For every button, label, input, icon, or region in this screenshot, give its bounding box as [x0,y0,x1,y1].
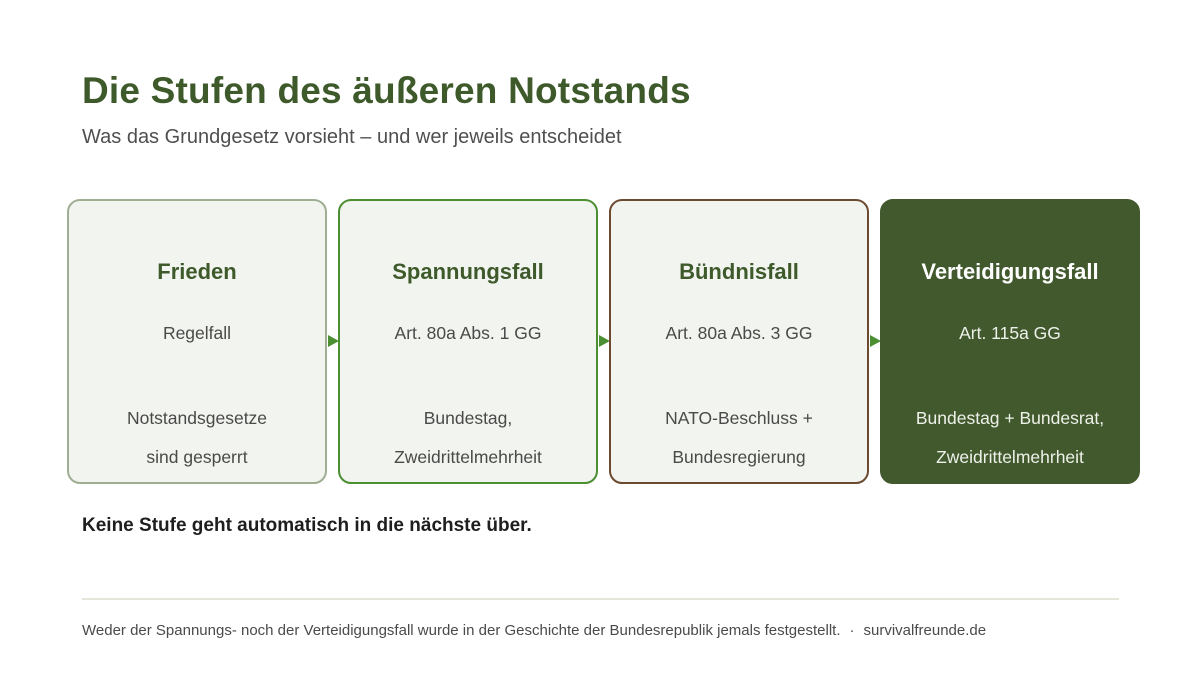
footer [82,622,986,639]
stage-legal-reference: Art. 80a Abs. 3 GG [665,323,813,343]
stage-decision-maker [69,399,325,477]
page-subtitle: Was das Grundgesetz vorsieht – und wer jeweils entscheidet [82,126,622,148]
stage-legal-reference: Art. 80a Abs. 1 GG [394,323,542,343]
stage-decision-line: Zweidrittelmehrheit [394,447,542,467]
stage-decision-line: Bundesregierung [672,447,806,467]
stage-decision-line: Zweidrittelmehrheit [936,447,1084,467]
stage-card-verteidigungsfall [880,199,1140,484]
stage-card-frieden [67,199,327,484]
stage-name: Bündnisfall [679,259,799,284]
footer-text: Weder der Spannungs- noch der Verteidigungsfall wurde in der Geschichte der Bundesrepublik jemals festgestellt. [82,622,841,639]
stage-decision-maker [882,399,1138,477]
stage-card-spannungsfall [338,199,598,484]
footer-divider [82,598,1119,600]
stage-legal-reference: Regelfall [162,323,232,343]
stage-decision-maker [611,399,867,477]
stage-decision-line: NATO-Beschluss + [665,408,813,428]
footer-separator: · [849,622,855,639]
stage-decision-line: sind gesperrt [146,447,248,467]
stage-decision-line: Bundestag + Bundesrat, [915,408,1105,428]
stage-name: Spannungsfall [392,259,544,284]
stage-name: Verteidigungsfall [921,259,1099,284]
stage-name: Frieden [157,259,237,284]
footer-source: survivalfreunde.de [863,622,987,639]
page-title: Die Stufen des äußeren Notstands [82,70,691,111]
stage-decision-line: Bundestag, [423,408,513,428]
key-note: Keine Stufe geht automatisch in die nächste über. [82,515,532,536]
stage-card-buendnisfall [609,199,869,484]
stage-legal-reference: Art. 115a GG [959,323,1061,343]
stage-decision-maker [340,399,596,477]
stage-decision-line: Notstandsgesetze [126,408,268,428]
